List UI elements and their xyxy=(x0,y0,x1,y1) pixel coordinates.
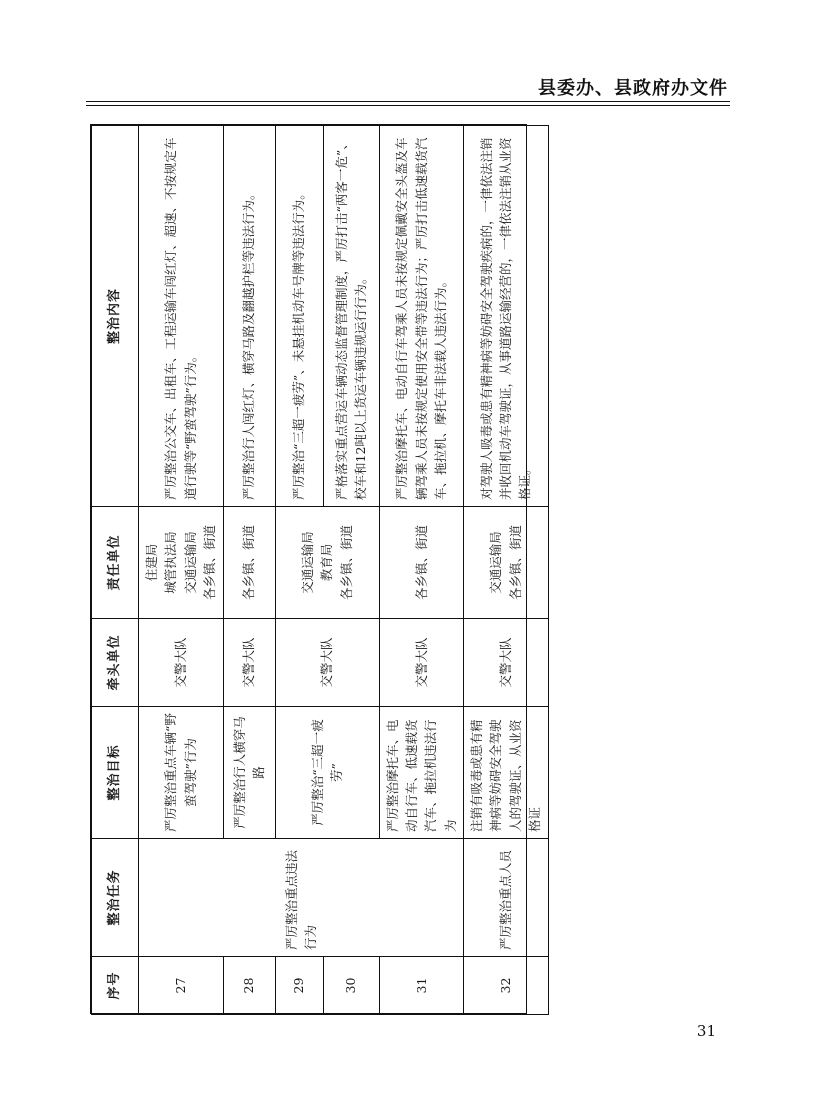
target-cell: 严厉整治摩托车、电动自行车、低速载货汽车、拖拉机违法行为 xyxy=(379,707,464,839)
row-number: 29 xyxy=(275,957,323,1015)
row-number: 28 xyxy=(223,957,275,1015)
row-number: 27 xyxy=(139,957,224,1015)
row-number: 31 xyxy=(379,957,464,1015)
target-cell: 严厉整治行人横穿马路 xyxy=(223,707,275,839)
target-cell: 严厉整治“三超一疲劳” xyxy=(275,707,379,839)
rotated-table-container xyxy=(91,125,543,1015)
content-cell: 严厉整治公交车、出租车、工程运输车闯红灯、超速、不按规定车道行驶等“野蛮驾驶”行为。 xyxy=(139,126,224,507)
table-row xyxy=(139,126,224,1015)
page-number: 31 xyxy=(696,1022,716,1040)
lead-unit-cell: 交警大队 xyxy=(223,619,275,707)
content-cell: 严厉整治“三超一疲劳”、未悬挂机动车号牌等违法行为。 xyxy=(275,126,323,507)
header-target: 整治目标 xyxy=(92,707,139,839)
document-header-title: 县委办、县政府办文件 xyxy=(538,78,728,99)
content-cell: 严厉整治行人闯红灯、横穿马路及翻越护栏等违法行为。 xyxy=(223,126,275,507)
responsible-unit-cell: 各乡镇、街道 xyxy=(223,507,275,619)
row-number: 30 xyxy=(323,957,379,1015)
row-number: 32 xyxy=(464,957,549,1015)
table-header-row xyxy=(92,126,139,1015)
responsible-unit-cell: 住建局 城管执法局 交通运输局 各乡镇、街道 xyxy=(139,507,224,619)
task-cell: 严厉整治重点违法行为 xyxy=(139,839,464,957)
lead-unit-cell: 交警大队 xyxy=(139,619,224,707)
header-content: 整治内容 xyxy=(92,126,139,507)
target-cell: 严厉整治重点车辆“野蛮驾驶”行为 xyxy=(139,707,224,839)
task-cell: 严厉整治重点人员 xyxy=(464,839,549,957)
header-rule xyxy=(86,101,730,102)
responsible-unit-cell: 交通运输局 各乡镇、街道 xyxy=(464,507,549,619)
rectification-table xyxy=(91,125,549,1015)
header-num: 序号 xyxy=(92,957,139,1015)
rectification-table-frame xyxy=(90,124,543,1014)
lead-unit-cell: 交警大队 xyxy=(275,619,379,707)
header-lead-unit: 牵头单位 xyxy=(92,619,139,707)
table-row xyxy=(464,126,549,1015)
responsible-unit-cell: 交通运输局 教育局 各乡镇、街道 xyxy=(275,507,379,619)
lead-unit-cell: 交警大队 xyxy=(464,619,549,707)
target-cell: 注销有吸毒或患有精神病等妨碍安全驾驶人的驾驶证、从业资格证 xyxy=(464,707,549,839)
lead-unit-cell: 交警大队 xyxy=(379,619,464,707)
header-task: 整治任务 xyxy=(92,839,139,957)
content-cell: 对驾驶人吸毒或患有精神病等妨碍安全驾驶疾病的，一律依法注销并收回机动车驾驶证，从事道路运输经营的，一律依法注销从业资格证。 xyxy=(464,126,549,507)
header-rule-thin xyxy=(86,105,730,106)
content-cell: 严厉整治摩托车、电动自行车驾乘人员未按规定佩戴安全头盔及车辆驾乘人员未按规定使用安全带等违法行为；严厉打击低速载货汽车、拖拉机、摩托车非法载人违法行为。 xyxy=(379,126,464,507)
content-cell: 严格落实重点营运车辆动态监督管理制度，严厉打击“两客一危”、校车和12吨以上货运车辆违规运行行为。 xyxy=(323,126,379,507)
header-responsible-unit: 责任单位 xyxy=(92,507,139,619)
responsible-unit-cell: 各乡镇、街道 xyxy=(379,507,464,619)
